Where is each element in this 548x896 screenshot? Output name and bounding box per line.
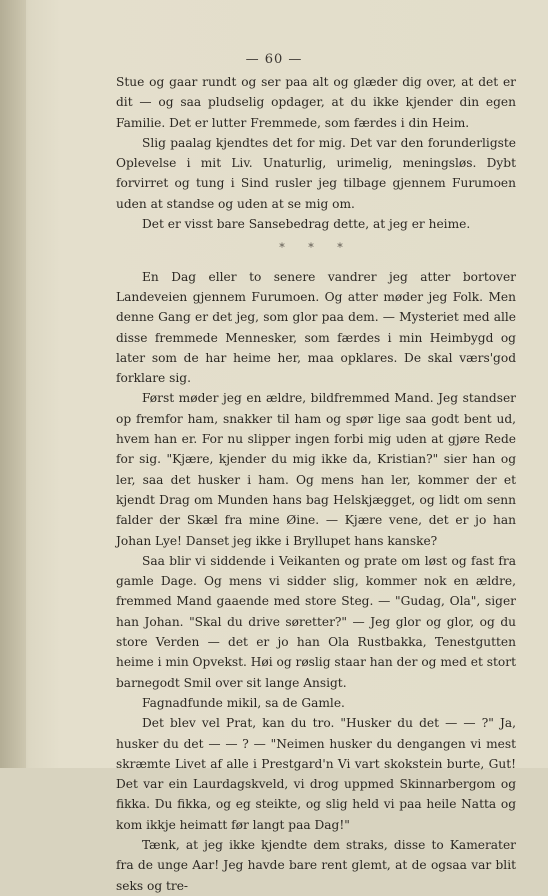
paragraph: Slig paalag kjendtes det for mig. Det var den forunderligste Oplevelse i mit Liv. Unaturlig, urimelig, meningsløs. Dybt forvirret og tung i Sind rusler jeg tilbage gjennem Furumoen uden at standse og uden at se mig om. — [116, 135, 516, 211]
paragraph: Først møder jeg en ældre, bildfremmed Mand. Jeg standser op fremfor ham, snakker til ham og spør lige saa godt bent ud, hvem han er. For nu slipper ingen forbi mig uden at gjøre Rede for sig. "Kjære, kjender du mig ikke da, Kristian?" sier han og ler, saa det husker i ham. Og mens han ler, kommer der et kjendt Drag om Munden hans bag Helskjægget, og lidt om senn falder der Skæl fra mine Øine. — Kjære vene, det er jo han Johan Lye! Danset jeg ikke i Bryllupet hans kanske? — [116, 391, 516, 548]
paragraph: Fagnadfunde mikil, sa de Gamle. — [142, 695, 345, 710]
page-text — [116, 72, 516, 896]
paragraph: Tænk, at jeg ikke kjendte dem straks, disse to Kamerater fra de unge Aar! Jeg havde bare rent glemt, at de ogsaa var blit seks og tre- — [116, 837, 516, 893]
section-break: * * * — [279, 241, 353, 255]
paragraph: Det blev vel Prat, kan du tro. "Husker du det — — ?" Ja, husker du det — — ? — "Neimen husker du dengangen vi mest skræmte Livet af alle i Prestgard'n Vi vart skokstein burte, Gut! Det var ein Laurdagskveld, vi drog uppmed Skinnarbergom og fikka. Du fikka, og eg steikte, og slig held vi paa heile Natta og kom ikkje heimatt før langt paa Dag!" — [116, 716, 516, 832]
paragraph: En Dag eller to senere vandrer jeg atter bortover Landeveien gjennem Furumoen. Og atter møder jeg Folk. Men denne Gang er det jeg, som glor paa dem. — Mysteriet med alle disse fremmede Mennesker, som færdes i min Heimbygd og later som de har heime her, maa opklares. De skal værs'god forklare sig. — [116, 269, 516, 386]
page-number: — 60 — — [245, 52, 303, 67]
page-gutter — [0, 0, 26, 768]
paragraph: Det er visst bare Sansebedrag dette, at jeg er heime. — [142, 217, 471, 232]
paragraph-continuation: Stue og gaar rundt og ser paa alt og glæder dig over, at det er dit — og saa pludselig opdager, at du ikke kjender din egen Familie. Det er lutter Fremmede, som færdes i din Heim. — [116, 75, 516, 130]
paragraph: Saa blir vi siddende i Veikanten og prate om løst og fast fra gamle Dage. Og mens vi sidder slig, kommer nok en ældre, fremmed Mand gaaende med store Steg. — "Gudag, Ola", siger han Johan. "Skal du drive søretter?" — Jeg glor og glor, og du store Verden — det er jo han Ola Rustbakka, Tenestgutten heime i min Opvekst. Høi og røslig staar han der og med et stort barnegodt Smil over sit lange Ansigt. — [116, 553, 516, 690]
